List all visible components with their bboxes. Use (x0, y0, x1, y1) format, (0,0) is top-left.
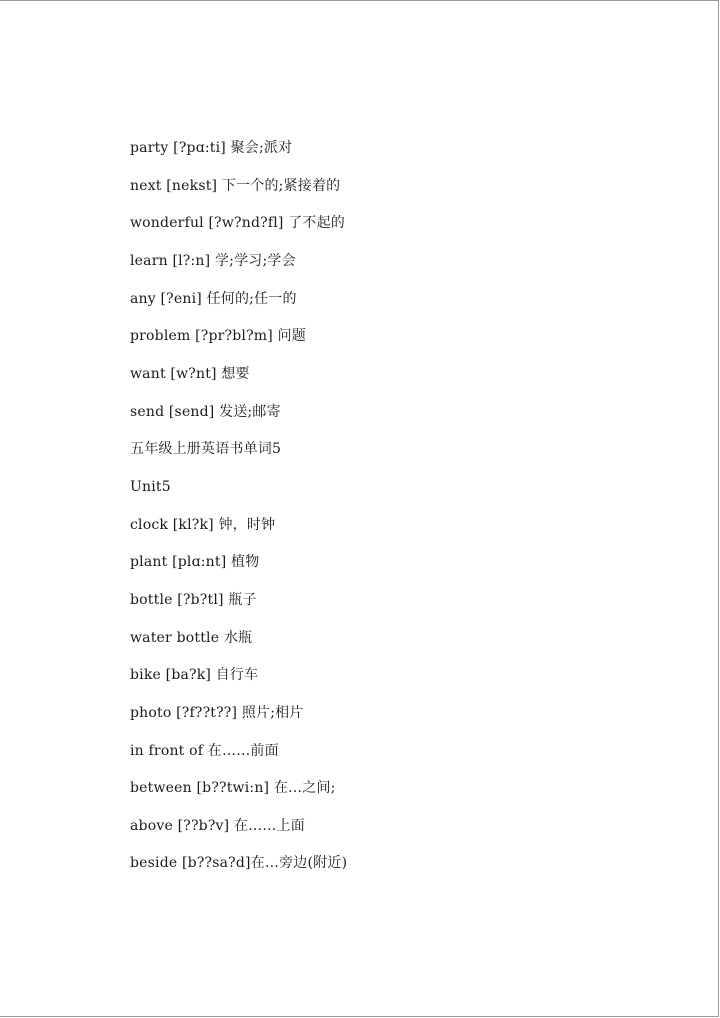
vocab-line-party: party [?pɑ:ti] 聚会;派对 (130, 140, 293, 156)
vocab-line-water-bottle: water bottle 水瓶 (130, 630, 253, 646)
vocab-line-plant: plant [plɑ:nt] 植物 (130, 554, 260, 570)
section-heading: 五年级上册英语书单词5 (130, 441, 282, 457)
vocab-line-any: any [?eni] 任何的;任一的 (130, 291, 297, 307)
vocab-line-beside: beside [b??sa?d]在…旁边(附近) (130, 855, 348, 871)
vocab-line-send: send [send] 发送;邮寄 (130, 404, 281, 420)
vocab-line-bottle: bottle [?b?tl] 瓶子 (130, 592, 257, 608)
vocab-line-clock: clock [kl?k] 钟，时钟 (130, 517, 276, 533)
vocab-line-next: next [nekst] 下一个的;紧接着的 (130, 178, 341, 194)
vocab-line-wonderful: wonderful [?w?nd?fl] 了不起的 (130, 215, 346, 231)
vocab-line-photo: photo [?f??t??] 照片;相片 (130, 705, 304, 721)
vocab-line-bike: bike [ba?k] 自行车 (130, 667, 259, 683)
vocab-line-learn: learn [l?:n] 学;学习;学会 (130, 253, 296, 269)
vocab-line-problem: problem [?pr?bl?m] 问题 (130, 328, 306, 344)
vocab-line-above: above [??b?v] 在……上面 (130, 818, 305, 834)
vocab-line-want: want [w?nt] 想要 (130, 366, 250, 382)
vocab-line-between: between [b??twi:n] 在…之间; (130, 780, 336, 796)
vocab-line-in-front-of: in front of 在……前面 (130, 743, 279, 759)
unit-heading: Unit5 (130, 479, 171, 495)
